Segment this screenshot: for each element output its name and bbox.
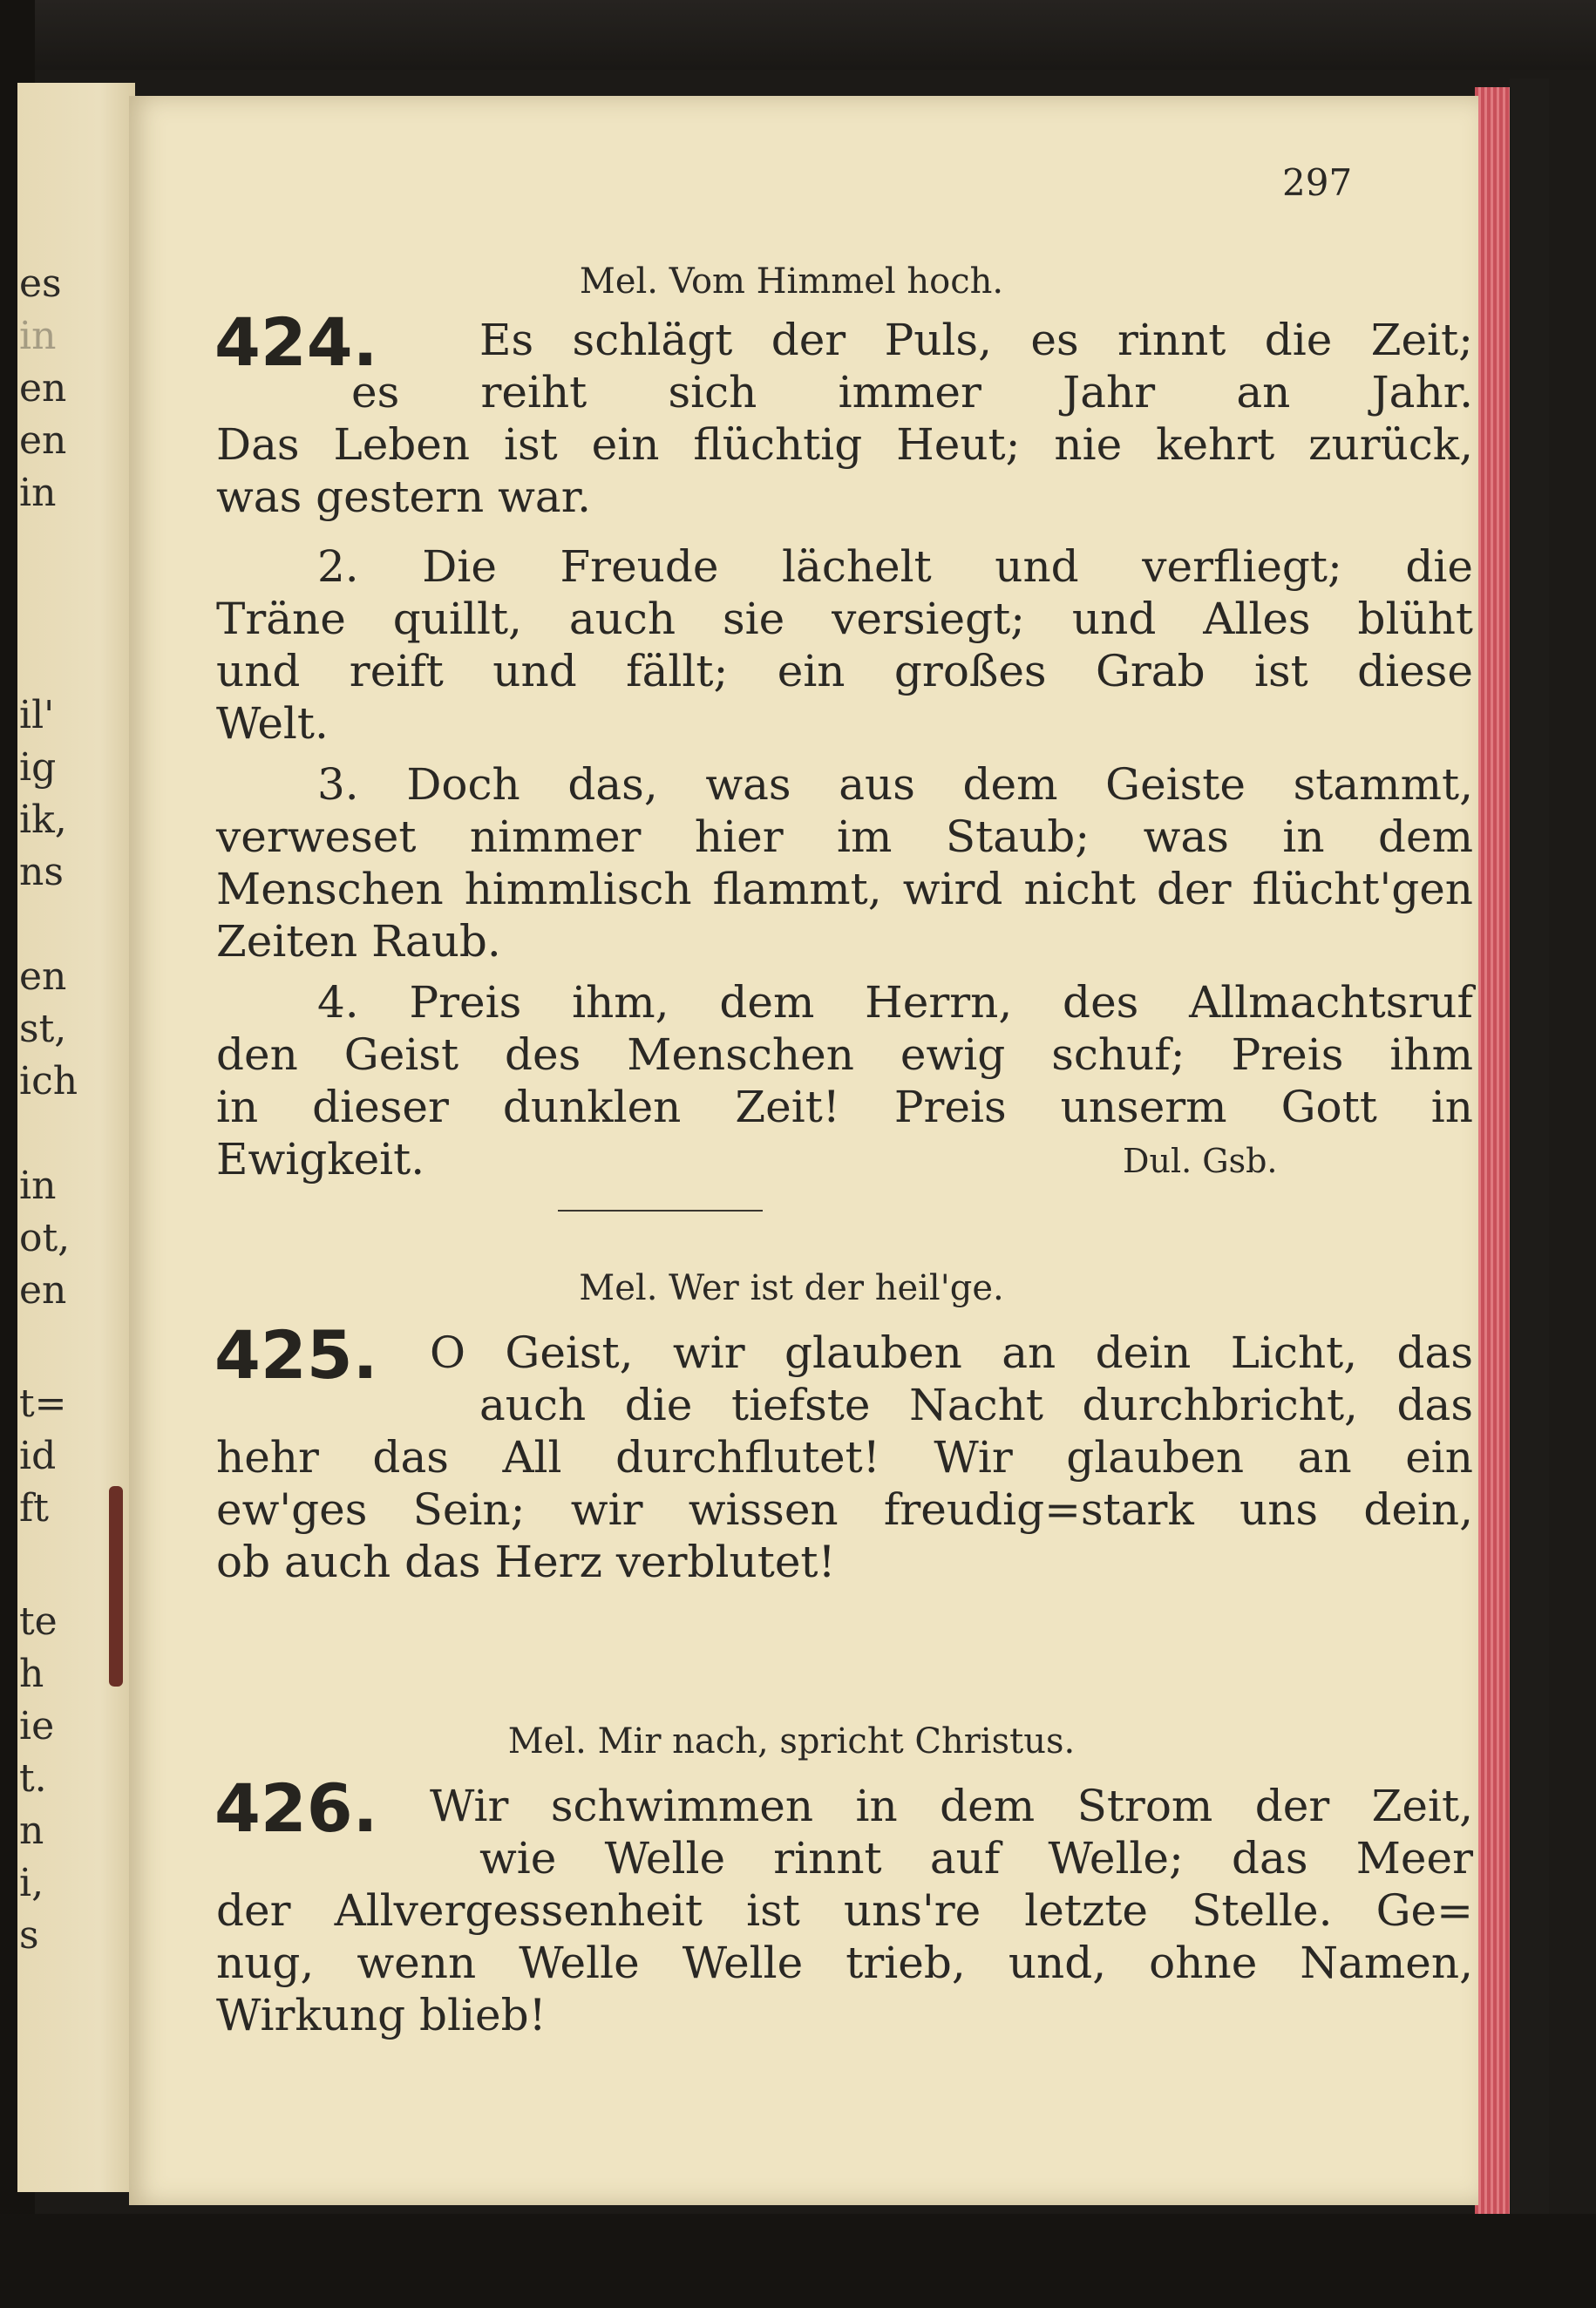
hymnal-page-lower <box>129 96 1478 2205</box>
hymn-number: 424. <box>214 303 378 381</box>
verse-line: auch die tiefste Nacht durchbricht, das <box>479 1380 1473 1430</box>
left-fragment: st, <box>19 1007 67 1051</box>
left-fragment: en <box>19 954 67 999</box>
verse-line: verweset nimmer hier im Staub; was in dem <box>216 811 1473 862</box>
book-cover-right <box>1510 78 1549 2214</box>
verse-line: 4. Preis ihm, dem Herrn, des Allmachtsruf <box>317 977 1473 1028</box>
melody-line: Mel. Mir nach, spricht Christus. <box>507 1721 1076 1762</box>
verse-line: ew'ges Sein; wir wissen freudig=stark uns dein, <box>216 1484 1473 1535</box>
book-binding-bottom <box>0 2214 1596 2308</box>
verse-line: ob auch das Herz verblutet! <box>216 1537 836 1587</box>
verse-line: was gestern war. <box>216 472 592 522</box>
left-fragment: ie <box>19 1704 55 1748</box>
left-fragment: ft <box>19 1486 49 1531</box>
verse-line: es reiht sich immer Jahr an Jahr. <box>351 367 1473 417</box>
left-fragment: n <box>19 1809 44 1853</box>
verse-line: 2. Die Freude lächelt und verfliegt; die <box>317 541 1473 592</box>
melody-line: Mel. Wer ist der heil'ge. <box>579 1268 1004 1308</box>
verse-line: Welt. <box>216 698 329 749</box>
page-number: 297 <box>1282 161 1353 204</box>
verse-line: nug, wenn Welle Welle trieb, und, ohne Namen, <box>216 1938 1473 1988</box>
verse-line: Zeiten Raub. <box>216 916 501 967</box>
book-binding-top <box>0 0 1596 70</box>
verse-line: der Allvergessenheit ist uns're letzte Stelle. Ge= <box>216 1885 1473 1936</box>
left-fragment: ig <box>19 745 57 790</box>
left-fragment: in <box>19 471 57 515</box>
verse-line: Es schlägt der Puls, es rinnt die Zeit; <box>479 315 1473 365</box>
ribbon-bookmark <box>109 1486 123 1687</box>
left-fragment: ik, <box>19 798 67 842</box>
verse-line: 3. Doch das, was aus dem Geiste stammt, <box>317 759 1473 810</box>
verse-line: den Geist des Menschen ewig schuf; Preis ihm <box>216 1029 1473 1080</box>
left-fragment: il' <box>19 693 55 737</box>
left-fragment: ns <box>19 850 64 894</box>
verse-line: in dieser dunklen Zeit! Preis unserm Gott in <box>216 1082 1473 1132</box>
verse-line: Das Leben ist ein flüchtig Heut; nie kehrt zurück, <box>216 419 1473 470</box>
verse-line: Menschen himmlisch flammt, wird nicht der flücht'gen <box>216 864 1473 914</box>
left-fragment: en <box>19 1268 67 1313</box>
verse-line: Wirkung blieb! <box>216 1990 547 2040</box>
left-fragment: te <box>19 1599 58 1644</box>
left-fragment: es <box>19 261 62 306</box>
left-fragment: in <box>19 1164 57 1208</box>
verse-line: Träne quillt, auch sie versiegt; und Alles blüht <box>216 594 1473 644</box>
left-fragment: s <box>19 1913 39 1958</box>
verse-line: und reift und fällt; ein großes Grab ist diese <box>216 646 1473 696</box>
verse-line: Ewigkeit. <box>216 1134 425 1185</box>
verse-line: O Geist, wir glauben an dein Licht, das <box>430 1327 1473 1378</box>
left-fragment: en <box>19 418 67 463</box>
left-fragment: h <box>19 1652 44 1696</box>
hymn-attribution: Dul. Gsb. <box>1123 1142 1278 1180</box>
red-page-edges <box>1475 87 1510 2214</box>
left-fragment: id <box>19 1434 57 1478</box>
left-fragment: i, <box>19 1861 44 1905</box>
left-fragment: t. <box>19 1756 47 1801</box>
left-fragment: ich <box>19 1059 78 1103</box>
melody-line: Mel. Vom Himmel hoch. <box>579 261 1004 302</box>
left-fragment: ot, <box>19 1216 71 1260</box>
left-fragment: in <box>19 314 57 358</box>
hymn-number: 426. <box>214 1769 378 1847</box>
previous-page-sliver <box>17 83 135 2192</box>
verse-line: wie Welle rinnt auf Welle; das Meer <box>479 1833 1473 1884</box>
hymn-number: 425. <box>214 1316 378 1394</box>
left-fragment: t= <box>19 1381 67 1426</box>
verse-line: Wir schwimmen in dem Strom der Zeit, <box>430 1781 1473 1831</box>
verse-line: hehr das All durchflutet! Wir glauben an ein <box>216 1432 1473 1483</box>
left-fragment: en <box>19 366 67 411</box>
